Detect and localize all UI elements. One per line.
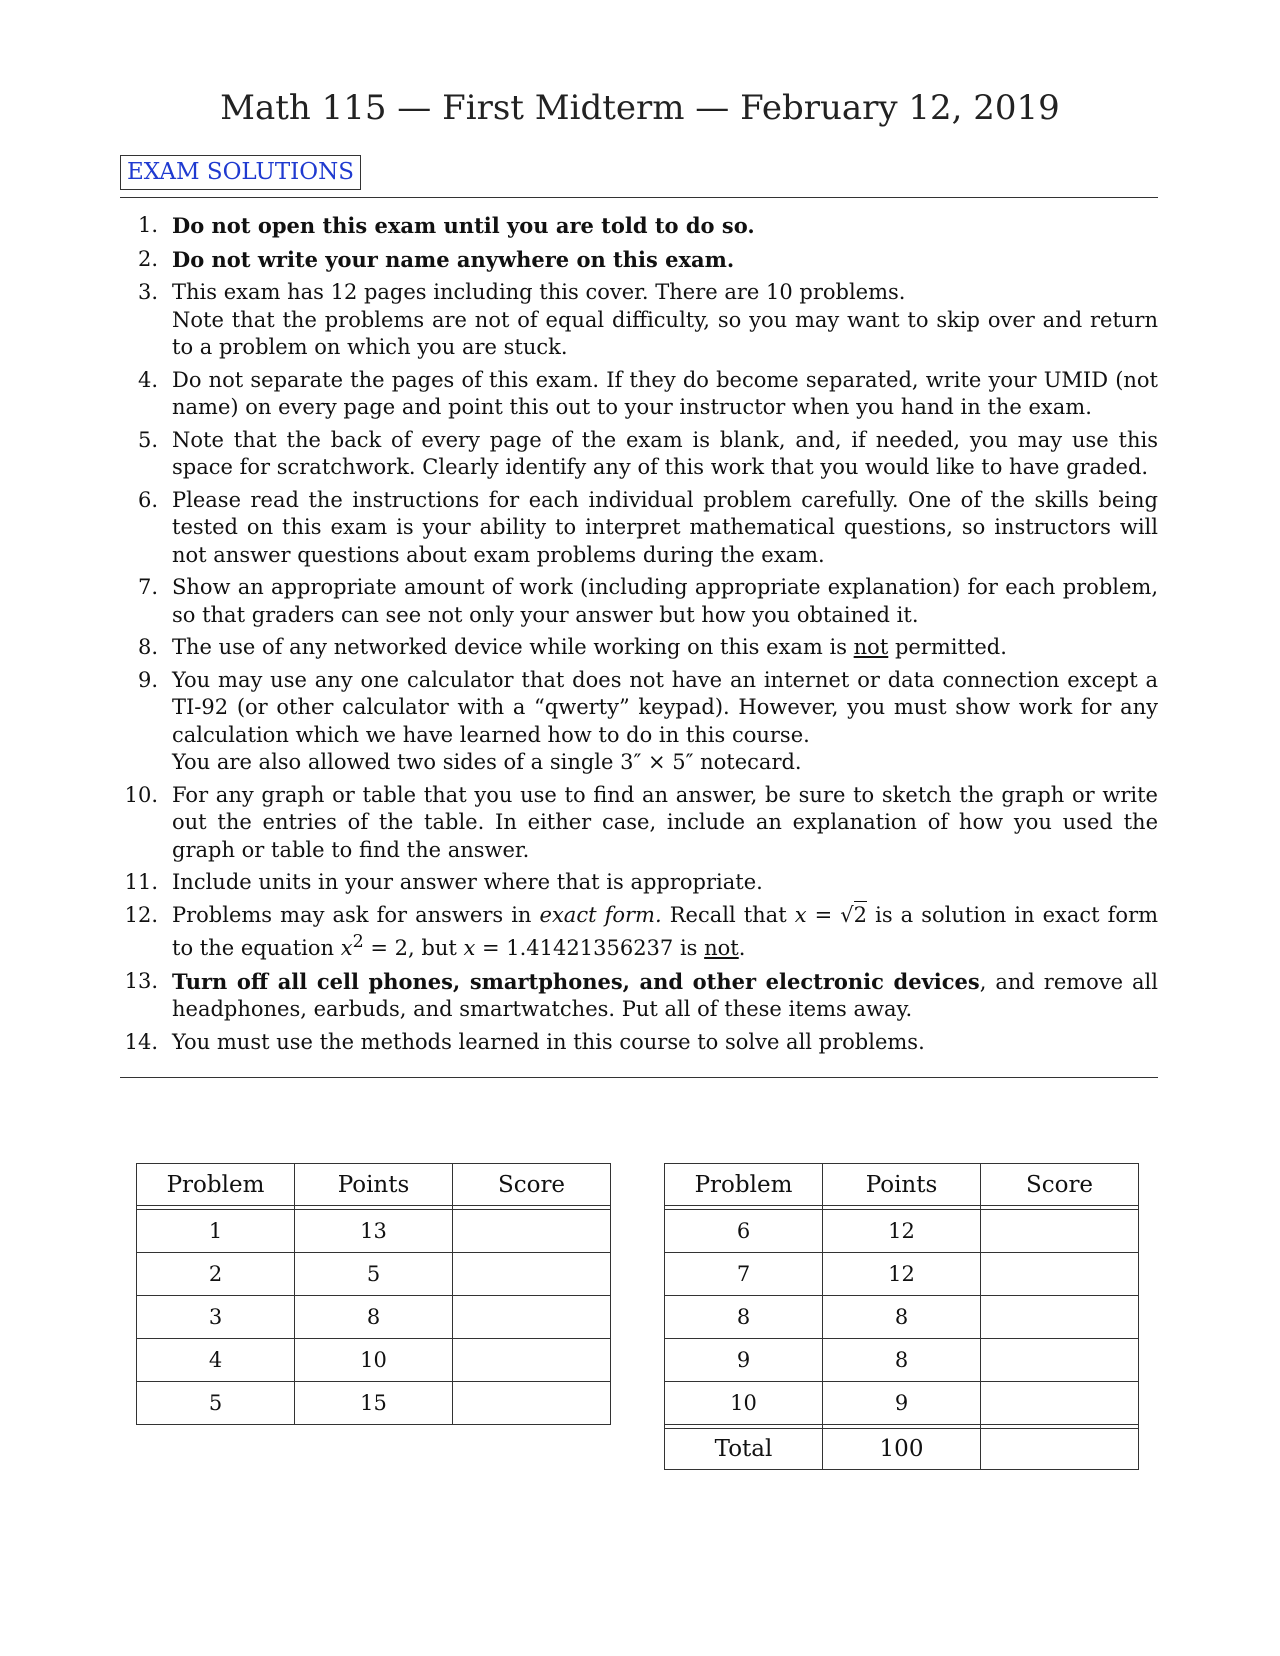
table-row: [664, 1296, 1139, 1339]
underlined-word: not: [853, 635, 889, 659]
points-cell: 15: [294, 1382, 452, 1425]
table-row: [136, 1210, 611, 1253]
score-table-left: [136, 1163, 611, 1425]
problem-cell: 6: [664, 1210, 822, 1253]
instructions-list: [120, 212, 1158, 1061]
points-cell: 9: [822, 1382, 980, 1425]
underlined-word: not: [704, 936, 739, 960]
instruction-text: Problems may ask for answers in: [172, 902, 540, 927]
instruction-number: 2.: [137, 246, 158, 271]
instruction-text: Please read the instructions for each individual problem carefully. One of the skills being tested on this exam is your ability to interpret mathematical questions, so instructors will not answer questions about exam problems during the exam.: [172, 487, 1158, 567]
top-divider: [120, 197, 1158, 198]
table-header-row: [136, 1163, 611, 1206]
table-row: [664, 1339, 1139, 1382]
table-row: [664, 1253, 1139, 1296]
italic-term: exact form.: [539, 902, 662, 927]
points-cell: 5: [294, 1253, 452, 1296]
instruction-text: permitted.: [888, 635, 1007, 659]
table-row: [136, 1339, 611, 1382]
problem-cell: 4: [136, 1339, 294, 1382]
instruction-text: The use of any networked device while working on this exam is: [172, 635, 854, 659]
table-header-row: [664, 1163, 1139, 1206]
instruction-text: This exam has 12 pages including this cover. There are 10 problems.: [172, 280, 906, 304]
problem-cell: 1: [136, 1210, 294, 1253]
instruction-text: Do not write your name anywhere on this exam.: [172, 246, 735, 272]
exam-solutions-badge: EXAM SOLUTIONS: [120, 155, 361, 190]
instruction-text: Do not open this exam until you are told to do so.: [172, 213, 755, 238]
total-label: Total: [664, 1429, 822, 1470]
instruction-text: You must use the methods learned in this course to solve all problems.: [172, 1029, 925, 1054]
instruction-text: Include units in your answer where that is appropriate.: [172, 870, 763, 894]
header-score: Score: [452, 1163, 611, 1206]
score-cell[interactable]: [980, 1339, 1139, 1382]
instruction-number: 3.: [137, 280, 158, 304]
instruction-number: 8.: [137, 635, 158, 659]
total-score-cell[interactable]: [980, 1429, 1139, 1470]
total-points: 100: [822, 1429, 980, 1470]
instruction-number: 11.: [124, 870, 158, 894]
instruction-text: Note that the back of every page of the exam is blank, and, if needed, you may use this space for scratchwork. Clearly identify any of this work that you would like to have graded.: [172, 427, 1158, 479]
header-problem: Problem: [136, 1163, 294, 1206]
math-variable: x: [794, 902, 807, 927]
instruction-number: 1.: [137, 213, 158, 237]
instruction-item: [120, 667, 1158, 777]
instruction-item: [120, 574, 1158, 629]
instruction-text: For any graph or table that you use to find an answer, be sure to sketch the graph or write out the entries of the table. In either case, include an explanation of how you used the graph or table to find the answer.: [172, 782, 1158, 862]
page-title: Math 115 — First Midterm — February 12, 2019: [220, 88, 1060, 128]
table-row: [136, 1382, 611, 1425]
score-cell[interactable]: [452, 1253, 611, 1296]
instruction-item: [120, 1029, 1158, 1057]
instruction-bold-text: Turn off all cell phones, smartphones, and other electronic devices: [172, 968, 980, 994]
problem-cell: 8: [664, 1296, 822, 1339]
instruction-item: [120, 367, 1158, 422]
instruction-number: 13.: [124, 968, 158, 993]
instruction-item: [120, 782, 1158, 865]
score-cell[interactable]: [452, 1382, 611, 1425]
instruction-number: 12.: [124, 902, 158, 927]
instruction-text: Note that the problems are not of equal difficulty, so you may want to skip over and return to a problem on which you are stuck.: [172, 307, 1158, 359]
instruction-text: You are also allowed two sides of a single 3″ × 5″ notecard.: [172, 750, 802, 774]
instruction-number: 9.: [137, 667, 158, 692]
score-cell[interactable]: [452, 1210, 611, 1253]
score-cell[interactable]: [452, 1296, 611, 1339]
problem-cell: 7: [664, 1253, 822, 1296]
score-cell[interactable]: [980, 1210, 1139, 1253]
instruction-text: You may use any one calculator that does not have an internet or data connection except a TI-92 (or other calculator with a “qwerty” keypad). However, you must show work for any calculation which we have learned how to do in this course.: [172, 667, 1158, 747]
instruction-text: Do not separate the pages of this exam. If they do become separated, write your UMID (not name) on every page and point this out to your instructor when you hand in the exam.: [172, 367, 1158, 419]
score-cell[interactable]: [980, 1382, 1139, 1425]
bottom-divider: [120, 1077, 1158, 1078]
header-score: Score: [980, 1163, 1139, 1206]
instruction-item: [120, 212, 1158, 241]
instruction-item: [120, 279, 1158, 362]
math-variable: x: [463, 936, 476, 960]
instruction-item: [120, 968, 1158, 1024]
math-text: = √: [806, 902, 854, 927]
score-table-right: [664, 1163, 1139, 1470]
points-cell: 13: [294, 1210, 452, 1253]
instruction-number: 10.: [124, 782, 158, 807]
math-text: = 1.41421356237 is: [475, 936, 705, 960]
points-cell: 8: [822, 1296, 980, 1339]
points-cell: 8: [294, 1296, 452, 1339]
header-problem: Problem: [664, 1163, 822, 1206]
instruction-text: Show an appropriate amount of work (including appropriate explanation) for each problem, so that graders can see not only your answer but how you obtained it.: [172, 575, 1158, 627]
problem-cell: 3: [136, 1296, 294, 1339]
points-cell: 12: [822, 1253, 980, 1296]
instruction-text: , and remove all headphones, earbuds, and smartwatches. Put all of these items away.: [172, 969, 1158, 1021]
points-cell: 12: [822, 1210, 980, 1253]
instruction-number: 5.: [137, 427, 158, 452]
instruction-number: 14.: [124, 1029, 158, 1054]
instruction-number: 7.: [137, 575, 158, 599]
instruction-number: 4.: [137, 367, 158, 392]
instruction-item: [120, 634, 1158, 662]
sqrt-radicand: 2: [853, 902, 868, 927]
points-cell: 8: [822, 1339, 980, 1382]
score-cell[interactable]: [452, 1339, 611, 1382]
problem-cell: 2: [136, 1253, 294, 1296]
instruction-item: [120, 869, 1158, 897]
header-points: Points: [294, 1163, 452, 1206]
table-row: [136, 1253, 611, 1296]
math-text: = 2, but: [363, 936, 464, 960]
problem-cell: 10: [664, 1382, 822, 1425]
instruction-number: 6.: [137, 487, 158, 512]
instruction-text: is a solution in exact form to the equation: [172, 902, 1159, 960]
instruction-text: .: [738, 936, 746, 960]
math-variable: x: [340, 936, 353, 960]
table-row: [664, 1210, 1139, 1253]
points-cell: 10: [294, 1339, 452, 1382]
math-exponent: 2: [352, 932, 364, 952]
instruction-item: [120, 246, 1158, 275]
table-row: [664, 1382, 1139, 1425]
problem-cell: 5: [136, 1382, 294, 1425]
instruction-item: [120, 902, 1158, 963]
header-points: Points: [822, 1163, 980, 1206]
problem-cell: 9: [664, 1339, 822, 1382]
instruction-item: [120, 487, 1158, 570]
score-cell[interactable]: [980, 1296, 1139, 1339]
instruction-text: Recall that: [661, 902, 795, 927]
score-cell[interactable]: [980, 1253, 1139, 1296]
instruction-item: [120, 427, 1158, 482]
total-row: [664, 1429, 1139, 1470]
table-row: [136, 1296, 611, 1339]
